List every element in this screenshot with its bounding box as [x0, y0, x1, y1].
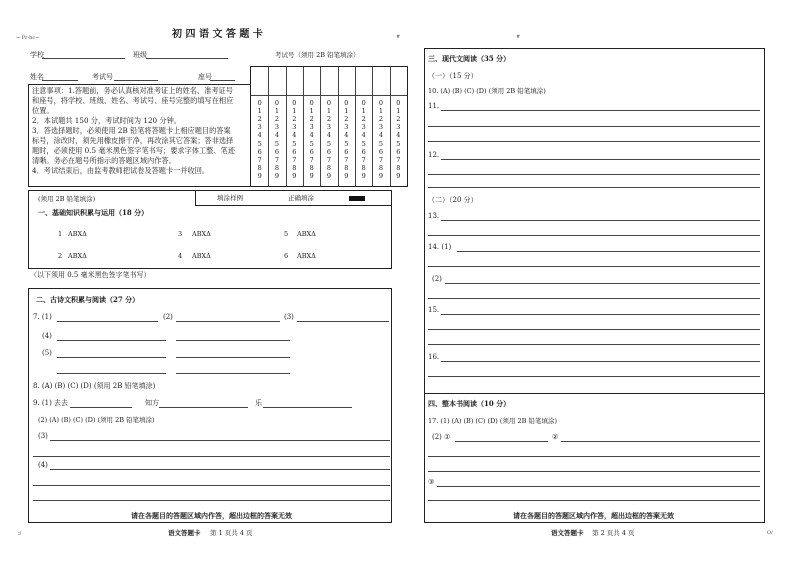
exam-digit-bubble[interactable]: 5 [292, 139, 297, 148]
class-label: 班级 [133, 51, 147, 59]
notices-text [32, 86, 235, 176]
answer-line[interactable] [159, 407, 248, 408]
exam-digit-bubble[interactable]: 8 [274, 163, 280, 172]
exam-digit-bubble[interactable]: 2 [274, 115, 280, 124]
corner-mark-top-left: ~ Pr·hc~ [16, 35, 40, 41]
exam-digit-bubble[interactable]: 9 [326, 171, 332, 180]
exam-digit-bubble[interactable]: 1 [396, 107, 401, 116]
part1-heading: 一、基础知识积累与运用（18 分） [38, 208, 149, 217]
q13-label: 13. [428, 212, 440, 220]
part4-heading: 四、整本书阅读（10 分） [428, 399, 511, 408]
exam-digit-bubble[interactable]: 6 [326, 147, 332, 156]
part3-4-box [424, 48, 765, 523]
exam-digit-bubble[interactable]: 6 [344, 147, 349, 156]
name-field[interactable] [42, 80, 78, 81]
answer-line[interactable] [428, 344, 760, 345]
fill-sample-label: 填涂样例 [217, 194, 243, 202]
exam-digit-bubble[interactable]: 8 [257, 163, 262, 172]
q16-label: 16. [428, 353, 440, 361]
q17-2-second-label: ② [552, 433, 559, 441]
part2-box [28, 288, 392, 523]
answer-line[interactable] [33, 500, 390, 501]
exam-digit-bubble[interactable]: 6 [361, 147, 366, 156]
exam-digit-bubble[interactable]: 0 [257, 99, 262, 107]
section-divider [424, 393, 765, 394]
exam-digit-bubble[interactable]: 3 [257, 123, 262, 132]
exam-digit-bubble[interactable]: 6 [274, 147, 280, 156]
exam-digit-bubble[interactable]: 9 [361, 171, 366, 180]
corner-mark-top-center-right: # [516, 34, 521, 40]
part3-heading: 三、现代文阅读（35 分） [428, 54, 511, 63]
exam-digit-bubble[interactable]: 5 [344, 139, 349, 148]
question-number: 6 [284, 252, 289, 260]
question-number: 4 [178, 252, 183, 260]
notices-box [28, 84, 251, 187]
footer-sheet-name: 语文答题卡 [551, 529, 584, 537]
fill-sample-correct-label: 正确填涂 [288, 194, 314, 202]
q8-choice[interactable]: 8. (A) (B) (C) (D) (须用 2B 铅笔填涂) [33, 382, 156, 390]
notice-line: 2．本试题共 150 分，考试时间为 120 分钟。 [32, 116, 181, 125]
q17-2-label: (2) ① [432, 433, 451, 441]
choice-options[interactable]: ABXΔ [68, 252, 87, 260]
part1-pencil-note: (须用 2B 铅笔填涂) [38, 195, 96, 203]
exam-digit-bubble[interactable]: 1 [361, 107, 366, 116]
exam-digit-bubble[interactable]: 7 [274, 155, 280, 164]
answer-line[interactable] [33, 485, 390, 486]
answer-line[interactable] [428, 500, 760, 501]
exam-number-grid-title: 考试号（须用 2B 铅笔填涂） [275, 51, 360, 59]
exam-digit-bubble[interactable]: 8 [396, 163, 401, 172]
question-number: 2 [58, 252, 63, 260]
exam-digit-bubble[interactable]: 9 [378, 171, 384, 180]
answer-line[interactable] [428, 298, 760, 299]
q14-1-label: 14. (1) [428, 243, 452, 251]
exam-digit-bubble[interactable]: 0 [361, 99, 366, 107]
q17-3-label: ③ [428, 478, 435, 486]
exam-digit-bubble[interactable]: 2 [378, 115, 384, 124]
answer-line[interactable] [457, 251, 760, 252]
q9-1-word3: 乐 [255, 399, 262, 407]
exam-digit-bubble[interactable]: 5 [257, 139, 262, 148]
exam-digit-bubble[interactable]: 0 [292, 99, 297, 107]
notice-line: 题时，必须使用 0.5 毫米黑色签字笔书写；要求字体工整、笔迹 [32, 146, 235, 155]
exam-digit-bubble[interactable]: 7 [309, 155, 314, 164]
exam-digit-bubble[interactable]: 6 [257, 147, 262, 156]
answer-line[interactable] [428, 456, 760, 457]
answer-line[interactable] [441, 220, 760, 221]
notice-line: 4．考试结束后，由监考教师把试卷及答题卡一并收回。 [32, 166, 210, 175]
exam-digit-bubble[interactable]: 3 [292, 123, 297, 132]
grid-column-divider [268, 67, 269, 186]
exam-digit-bubble[interactable]: 2 [344, 115, 349, 124]
choice-options[interactable]: ABXΔ [297, 252, 316, 260]
exam-digit-bubble[interactable]: 6 [292, 147, 297, 156]
exam-digit-bubble[interactable]: 3 [396, 123, 401, 132]
exam-digit-bubble[interactable]: 5 [309, 139, 314, 148]
footer-page-number: 第 1 页共 4 页 [210, 529, 253, 537]
exam-digit-bubble[interactable]: 3 [309, 123, 314, 132]
q11-label: 11. [428, 102, 440, 110]
q12-label: 12. [428, 151, 440, 159]
answer-line[interactable] [70, 407, 132, 408]
grid-column-divider [355, 67, 356, 186]
q9-3-label: (3) [38, 432, 48, 440]
q7-2-label: (2) [163, 313, 173, 321]
exam-digit-bubble[interactable]: 7 [326, 155, 332, 164]
answer-line[interactable] [57, 357, 166, 358]
answer-line[interactable] [33, 456, 390, 457]
question-number: 3 [178, 230, 183, 238]
exam-digit-bubble[interactable]: 3 [326, 123, 332, 132]
question-number: 1 [58, 230, 63, 238]
exam-digit-bubble[interactable]: 2 [292, 115, 297, 124]
answer-line[interactable] [57, 321, 158, 322]
exam-digit-bubble[interactable]: 1 [309, 107, 314, 116]
exam-digit-bubble[interactable]: 6 [378, 147, 384, 156]
choice-options[interactable]: ABXΔ [192, 230, 211, 238]
boundary-warning: 请在各题目的答题区域内作答，超出边框的答案无效 [131, 511, 292, 520]
exam-digit-bubble[interactable]: 0 [274, 99, 280, 107]
exam-digit-bubble[interactable]: 0 [378, 99, 384, 107]
answer-line[interactable] [297, 321, 389, 322]
answer-line[interactable] [57, 373, 166, 374]
exam-digit-bubble[interactable]: 9 [396, 171, 401, 180]
corner-mark-bottom-left: コ [17, 531, 23, 537]
answer-line[interactable] [50, 469, 390, 470]
exam-digit-bubble[interactable]: 7 [257, 155, 262, 164]
answer-line[interactable] [428, 141, 760, 142]
answer-line[interactable] [455, 441, 548, 442]
answer-line[interactable] [176, 373, 290, 374]
exam-digit-bubble[interactable]: 2 [309, 115, 314, 124]
exam-digit-bubble[interactable]: 4 [257, 131, 262, 140]
exam-digit-bubble[interactable]: 1 [257, 107, 262, 116]
exam-digit-bubble[interactable]: 4 [378, 131, 384, 140]
exam-digit-bubble[interactable]: 6 [396, 147, 401, 156]
exam-number-label: 考试号 [92, 73, 113, 81]
school-field[interactable] [42, 58, 125, 59]
exam-digit-bubble[interactable]: 8 [326, 163, 332, 172]
exam-digit-bubble[interactable]: 1 [344, 107, 349, 116]
question-number: 5 [284, 230, 289, 238]
exam-digit-bubble[interactable]: 9 [274, 171, 280, 180]
answer-line[interactable] [441, 361, 760, 362]
notice-line: 注意事项：1.答题前，务必认真核对准考证上的姓名、准考证号 [32, 86, 233, 95]
q17-1-choice[interactable]: 17. (1) (A) (B) (C) (D) (须用 2B 铅笔填涂) [428, 417, 558, 425]
exam-digit-bubble[interactable]: 0 [309, 99, 314, 107]
exam-digit-bubble[interactable]: 5 [361, 139, 366, 148]
answer-line[interactable] [561, 441, 760, 442]
exam-digit-bubble[interactable]: 8 [361, 163, 366, 172]
answer-line[interactable] [263, 407, 352, 408]
notice-line: 3．答选择题时，必须使用 2B 铅笔将答题卡上相应题目的答案 [32, 126, 231, 135]
part3-group2: （二）（20 分） [428, 196, 478, 204]
exam-digit-bubble[interactable]: 1 [274, 107, 280, 116]
exam-digit-bubble[interactable]: 8 [344, 163, 349, 172]
exam-digit-bubble[interactable]: 4 [326, 131, 332, 140]
answer-line[interactable] [441, 110, 760, 111]
answer-line[interactable] [428, 235, 760, 236]
choice-options[interactable]: ABXΔ [297, 230, 316, 238]
pen-note: （以下须用 0.5 毫米黑色签字笔书写） [30, 271, 151, 279]
answer-line[interactable] [176, 321, 280, 322]
exam-digit-bubble[interactable]: 4 [274, 131, 280, 140]
exam-digit-bubble[interactable]: 7 [396, 155, 401, 164]
exam-digit-bubble[interactable]: 0 [326, 99, 332, 107]
answer-line[interactable] [428, 126, 760, 127]
seat-field[interactable] [210, 80, 235, 81]
grid-column-divider [390, 67, 391, 186]
exam-digit-bubble[interactable]: 4 [292, 131, 297, 140]
exam-digit-bubble[interactable]: 7 [292, 155, 297, 164]
answer-line[interactable] [441, 159, 760, 160]
class-field[interactable] [146, 58, 228, 59]
q10-choice[interactable]: 10. (A) (B) (C) (D) (须用 2B 铅笔填涂) [428, 87, 546, 95]
exam-digit-bubble[interactable]: 7 [378, 155, 384, 164]
exam-digit-bubble[interactable]: 9 [292, 171, 297, 180]
corner-mark-bottom-right: O/ [767, 530, 773, 536]
footer-sheet-name: 语文答题卡 [168, 529, 201, 537]
answer-line[interactable] [437, 486, 760, 487]
exam-digit-bubble[interactable]: 3 [378, 123, 384, 132]
grid-column-divider [320, 67, 321, 186]
exam-digit-bubble[interactable]: 3 [361, 123, 366, 132]
exam-digit-bubble[interactable]: 3 [274, 123, 280, 132]
q9-1-label: 9. (1) 去去 [33, 399, 69, 407]
exam-digit-bubble[interactable]: 9 [344, 171, 349, 180]
answer-line[interactable] [428, 329, 760, 330]
grid-column-divider [303, 67, 304, 186]
answer-line[interactable] [445, 283, 760, 284]
exam-digit-bubble[interactable]: 2 [257, 115, 262, 124]
q7-5-label: (5) [42, 349, 52, 357]
answer-line[interactable] [57, 340, 166, 341]
answer-line[interactable] [428, 376, 760, 377]
q7-1-label: 7. (1) [33, 313, 52, 321]
notice-line: 标号，涂改时，须先用橡皮擦干净，再改涂其它答案；答非选择 [32, 136, 234, 145]
exam-digit-bubble[interactable]: 6 [309, 147, 314, 156]
exam-digit-bubble[interactable]: 9 [309, 171, 314, 180]
exam-digit-bubble[interactable]: 4 [309, 131, 314, 140]
exam-digit-bubble[interactable]: 0 [344, 99, 349, 107]
exam-digit-bubble[interactable]: 4 [396, 131, 401, 140]
exam-digit-bubble[interactable]: 2 [396, 115, 401, 124]
q14-2-label: (2) [432, 275, 442, 283]
answer-line[interactable] [176, 340, 290, 341]
exam-digit-bubble[interactable]: 7 [344, 155, 349, 164]
grid-column-divider [372, 67, 373, 186]
filled-bubble-sample [349, 196, 365, 201]
corner-mark-top-center-left: # [396, 34, 401, 40]
school-label: 学校 [30, 51, 44, 59]
q15-label: 15. [428, 306, 440, 314]
q9-4-label: (4) [38, 461, 48, 469]
exam-digit-bubble[interactable]: 1 [292, 107, 297, 116]
notice-line: 清晰。务必在题号所指示的答题区域内作答。 [32, 156, 176, 165]
exam-digit-bubble[interactable]: 2 [361, 115, 366, 124]
exam-digit-bubble[interactable]: 8 [378, 163, 384, 172]
sheet-title: 初 四 语 文 答 题 卡 [172, 29, 263, 40]
q9-1-word2: 知方 [145, 399, 159, 407]
answer-line[interactable] [428, 266, 760, 267]
exam-digit-bubble[interactable]: 7 [361, 155, 366, 164]
answer-line[interactable] [428, 174, 760, 175]
boundary-warning: 请在各题目的答题区域内作答，超出边框的答案无效 [513, 511, 674, 520]
answer-line[interactable] [50, 440, 390, 441]
exam-digit-bubble[interactable]: 1 [326, 107, 332, 116]
notice-line: 和座号，将学校、班级、姓名、考试号、座号完整的填写在相应 [32, 96, 234, 105]
seat-label: 座号 [198, 73, 212, 81]
choice-options[interactable]: ABXΔ [192, 252, 211, 260]
exam-digit-bubble[interactable]: 4 [344, 131, 349, 140]
part2-heading: 二、古诗文积累与阅读（27 分） [36, 295, 140, 304]
part3-group1: （一）（15 分） [428, 72, 478, 80]
q7-3-label: (3) [284, 313, 294, 321]
grid-column-divider [338, 67, 339, 186]
answer-line[interactable] [176, 357, 290, 358]
exam-digit-bubble[interactable]: 5 [396, 139, 401, 148]
q9-2-choice[interactable]: (2) (A) (B) (C) (D) (须用 2B 铅笔填涂) [38, 416, 155, 424]
exam-digit-bubble[interactable]: 3 [344, 123, 349, 132]
exam-number-grid [250, 66, 408, 187]
exam-digit-bubble[interactable]: 0 [396, 99, 401, 107]
exam-digit-bubble[interactable]: 8 [309, 163, 314, 172]
answer-line[interactable] [441, 314, 760, 315]
choice-options[interactable]: ABXΔ [68, 230, 87, 238]
exam-number-field[interactable] [114, 80, 158, 81]
grid-writing-row-divider [251, 95, 407, 96]
grid-column-divider [286, 67, 287, 186]
notice-line: 位置。 [32, 106, 54, 115]
answer-line[interactable] [428, 187, 760, 188]
exam-digit-bubble[interactable]: 5 [274, 139, 280, 148]
exam-digit-bubble[interactable]: 1 [378, 107, 384, 116]
footer-page-number: 第 2 页共 4 页 [592, 529, 635, 537]
name-label: 姓名 [30, 73, 44, 81]
exam-digit-bubble[interactable]: 9 [257, 171, 262, 180]
exam-digit-bubble[interactable]: 2 [326, 115, 332, 124]
q7-4-label: (4) [42, 332, 52, 340]
exam-digit-bubble[interactable]: 8 [292, 163, 297, 172]
exam-digit-bubble[interactable]: 5 [326, 139, 332, 148]
answer-line[interactable] [428, 471, 760, 472]
exam-digit-bubble[interactable]: 5 [378, 139, 384, 148]
exam-digit-bubble[interactable]: 4 [361, 131, 366, 140]
